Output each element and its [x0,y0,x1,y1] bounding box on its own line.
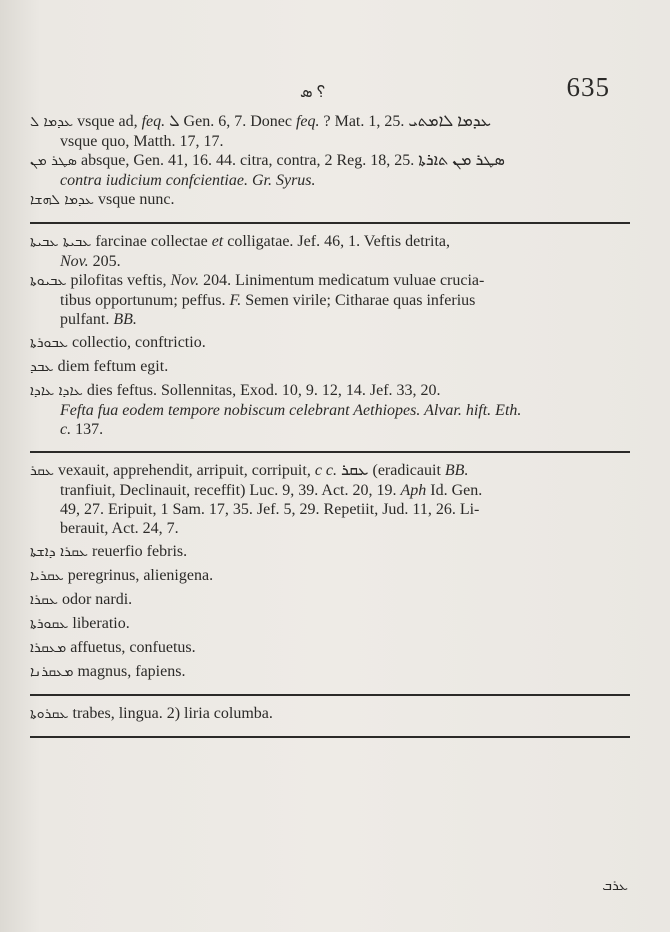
entry-absque: ܣܛܪ ܡܢ absque, Gen. 41, 16. 44. citra, contra, 2 Reg. 18, 25. ܣܛܪ ܡܢ ܬܐܪܬܐ contra iudicium confcientiae. Gr. Syrus. [30,152,505,189]
running-head: ؟ ܣ [300,84,326,101]
catchword: ܥܪܒ [602,878,628,894]
entry-reuerfio: ܥܩܪܐ ܕܐܫܬܐ reuerfio febris. [30,543,188,560]
entry-collectio: ܥܒܘܪܬܐ collectio, conftrictio. [30,334,206,351]
entry-vsque-nunc: ܥܕܡܐ ܠܗܫܐ vsque nunc. [30,191,175,208]
entry-peregrinus: ܥܩܪܝܐ peregrinus, alienigena. [30,567,214,584]
section-divider [30,694,630,696]
page-number: 635 [566,72,610,102]
entry-vexauit: ܥܩܪ vexauit, apprehendit, arripuit, corripuit, c c. ܥܩܪ (eradicauit BB. tranfiuit, Declinauit, receffit) Luc. 9, 39. Act. 20, 19. Aph Id. Gen. 49, 27. Eripuit, 1 Sam. 17, 35. Jef. 5, 29. Repetiit, Jud. 11, 26. Li- berauit, Act. 24, 7. [30,462,483,537]
entry-diem-feftum: ܥܒܕ diem feftum egit. [30,358,169,375]
section-divider [30,736,630,738]
section-divider [30,451,630,453]
entry-farcinae: ܥܒܝܬܐ ܥܒܝܬܐ farcinae collectae et colligatae. Jef. 46, 1. Veftis detrita, Nov. 205. [30,233,450,270]
entry-odor-nardi: ܥܩܪܐ odor nardi. [30,591,133,608]
entry-vsque-ad: ܥܕܡܐ ܠ vsque ad, feq. ܠ Gen. 6, 7. Donec feq. ? Mat. 1, 25. ܥܕܡܐ ܠܐܡܬܝ vsque quo, Matth. 17, 17. [30,113,492,150]
entry-dies-feftus: ܥܐܕܐ ܥܐܕܐ dies feftus. Sollennitas, Exod. 10, 9. 12, 14. Jef. 33, 20. Fefta fua eodem tempore nobiscum celebrant Aethiopes. Alvar. hift. Eth. c. 137. [30,382,522,438]
entry-magnus: ܡܥܩܪܢܐ magnus, fapiens. [30,663,186,680]
entry-trabes: ܥܩܪܘܬܐ trabes, lingua. 2) liria columba. [30,705,273,722]
entry-pilofitas: ܥܒܝܘܬܐ pilofitas veftis, Nov. 204. Linimentum medicatum vuluae crucia- tibus opportunum; peffus. F. Semen virile; Citharae quas inferius pulfant. BB. [30,272,485,328]
section-divider [30,222,630,224]
entry-liberatio: ܥܩܘܪܬܐ liberatio. [30,615,130,632]
entry-affuetus: ܡܥܩܪܐ affuetus, confuetus. [30,639,196,656]
dictionary-content [30,112,620,746]
